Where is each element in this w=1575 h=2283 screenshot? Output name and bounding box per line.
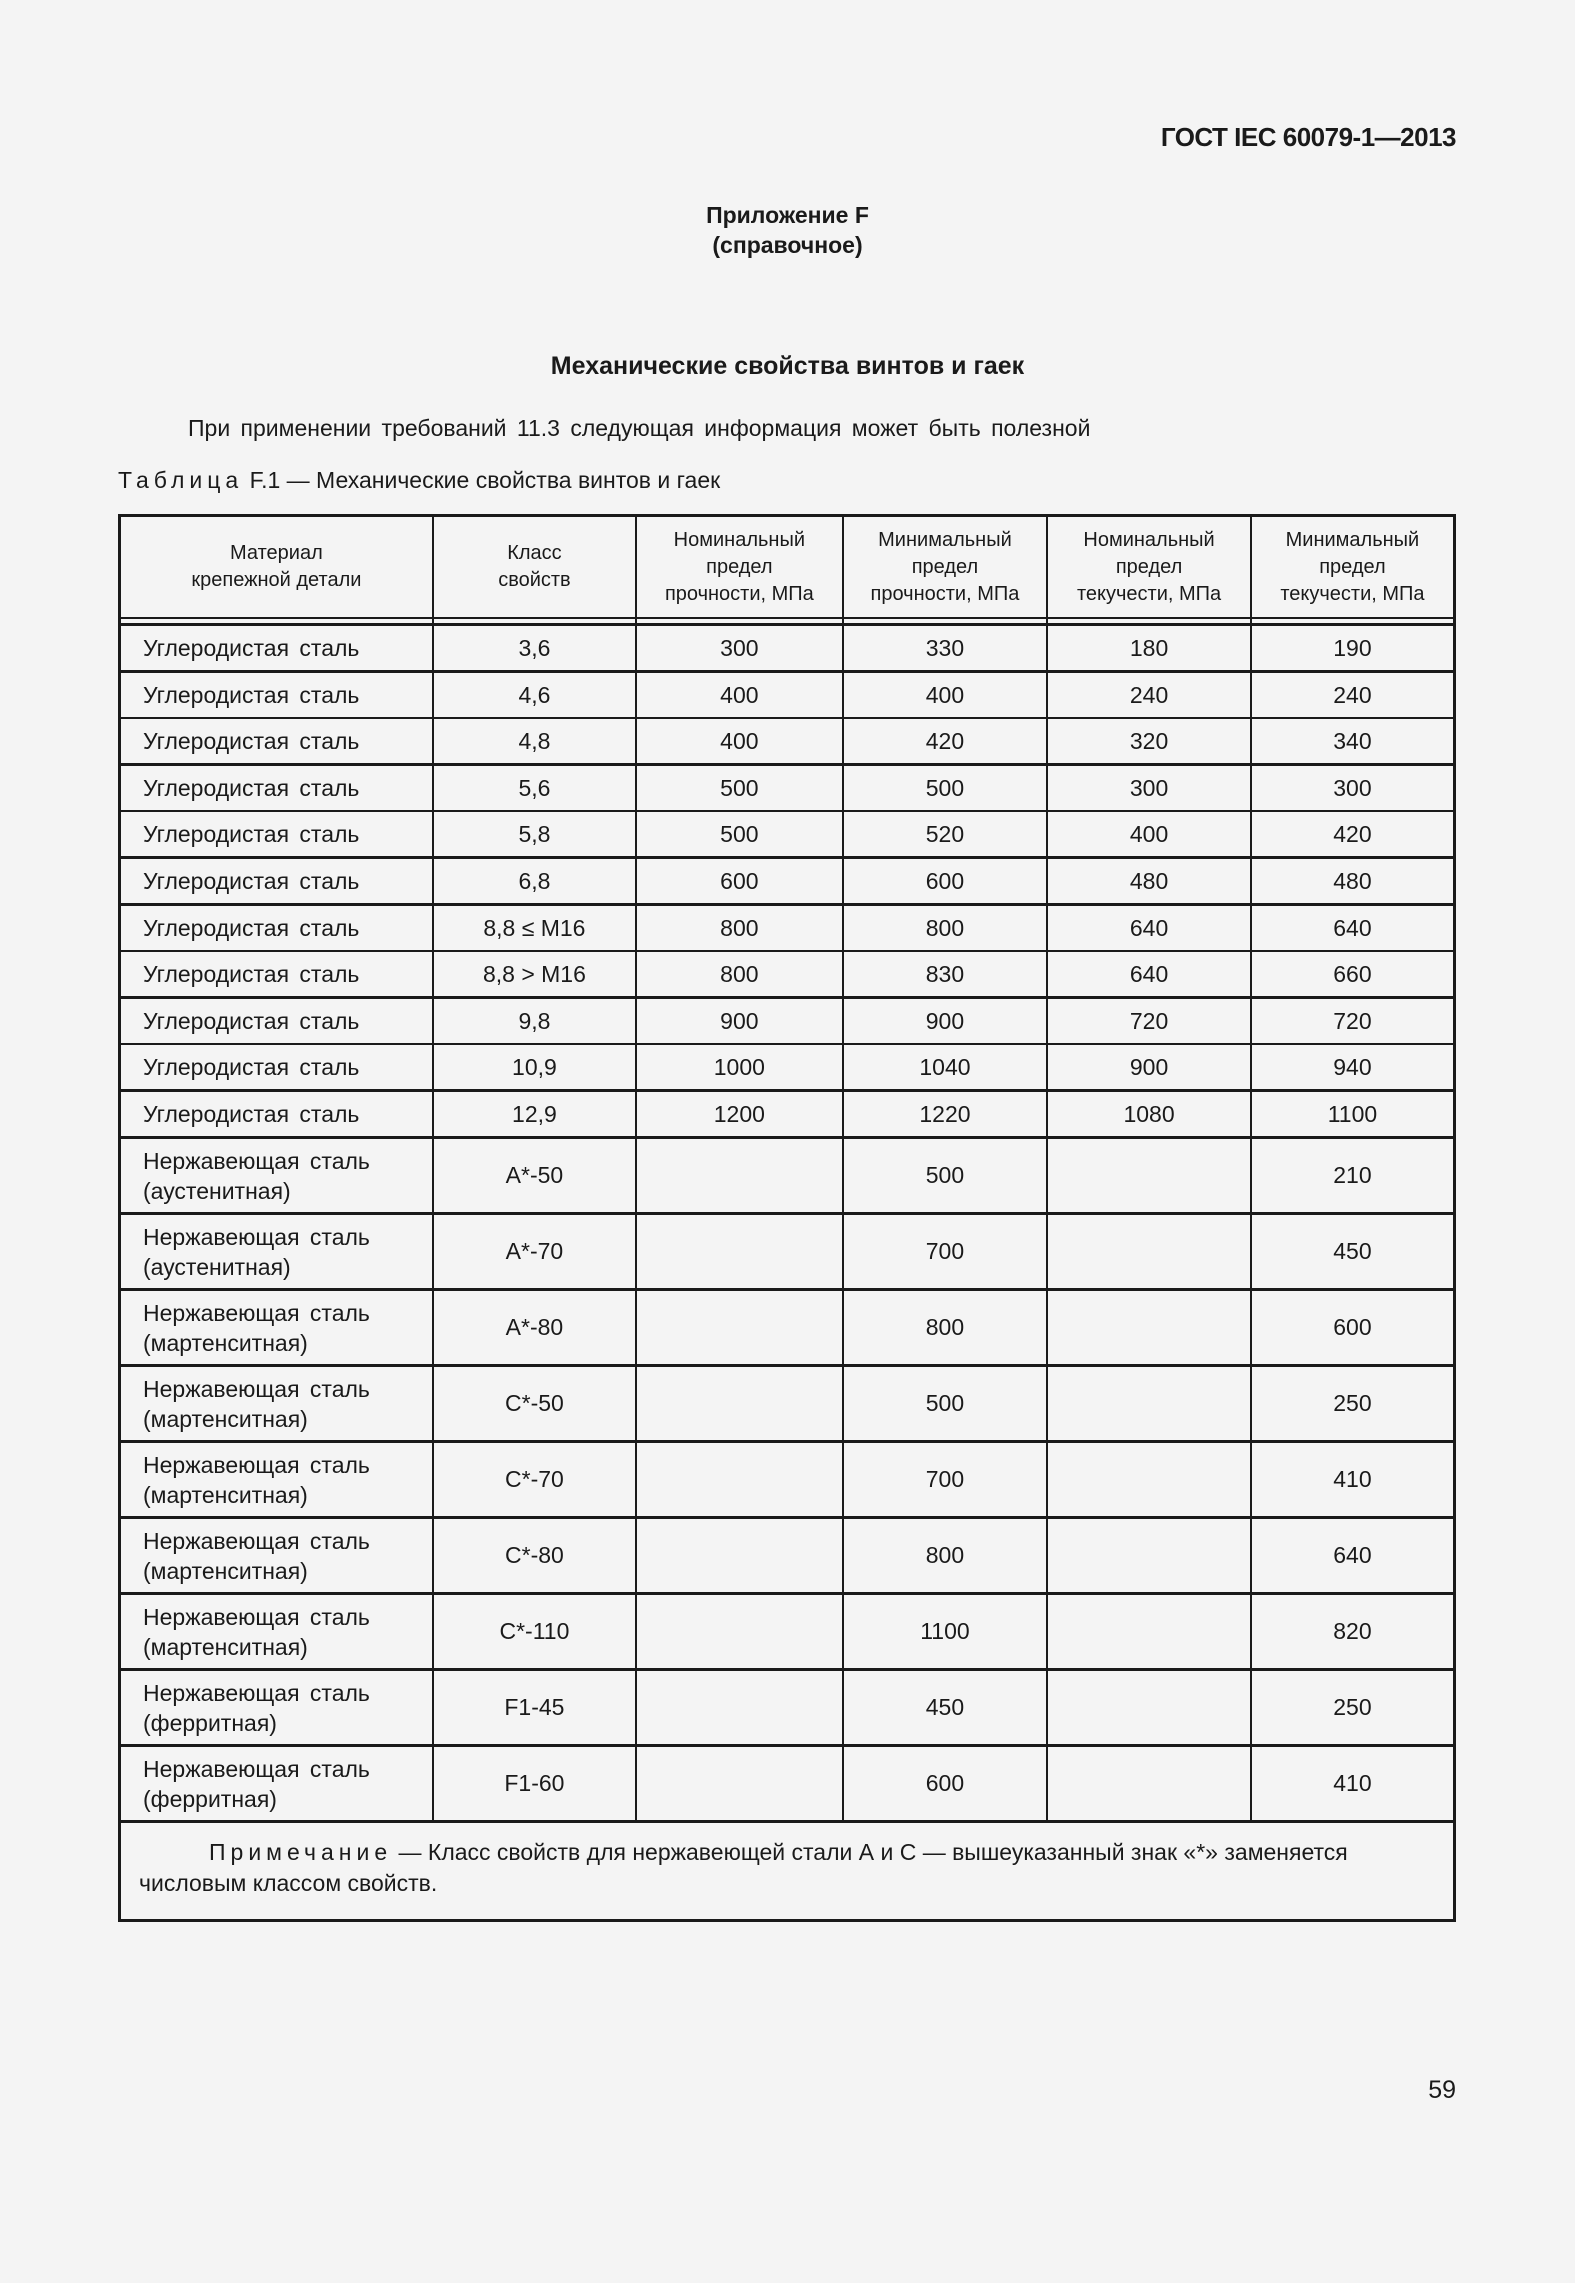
nom-tensile-cell	[636, 1138, 843, 1214]
nom-yield-cell	[1047, 1214, 1251, 1290]
material-type: (аустенитная)	[143, 1177, 291, 1204]
column-header	[120, 516, 433, 619]
material-cell	[120, 951, 433, 998]
nom-yield-cell: 400	[1047, 811, 1251, 858]
material-name: Углеродистая сталь	[143, 961, 360, 987]
table-body	[120, 625, 1455, 1822]
table-caption-text: F.1 — Механические свойства винтов и гаек	[249, 467, 721, 493]
class-cell: 12,9	[433, 1091, 636, 1138]
material-name: Нержавеющая сталь	[143, 1679, 370, 1706]
nom-tensile-cell	[636, 1214, 843, 1290]
properties-table	[118, 514, 1456, 1922]
material-name: Углеродистая сталь	[143, 915, 360, 941]
nom-tensile-cell: 600	[636, 858, 843, 905]
min-yield-cell: 420	[1251, 811, 1455, 858]
column-header-line: предел	[1319, 555, 1386, 578]
nom-yield-cell: 480	[1047, 858, 1251, 905]
nom-yield-cell	[1047, 1670, 1251, 1746]
min-tensile-cell: 500	[843, 1366, 1048, 1442]
class-cell: 8,8 ≤ M16	[433, 905, 636, 952]
min-tensile-cell: 420	[843, 718, 1048, 765]
class-cell: 10,9	[433, 1044, 636, 1091]
material-name: Нержавеющая сталь	[143, 1375, 370, 1402]
min-yield-cell: 940	[1251, 1044, 1455, 1091]
nom-yield-cell: 640	[1047, 905, 1251, 952]
column-header-line: крепежной детали	[191, 569, 362, 591]
nom-tensile-cell: 900	[636, 998, 843, 1045]
nom-yield-cell: 240	[1047, 672, 1251, 719]
table-header-row	[120, 516, 1455, 619]
table-caption-label: Таблица	[118, 467, 244, 493]
min-tensile-cell: 500	[843, 1138, 1048, 1214]
min-tensile-cell: 500	[843, 765, 1048, 812]
min-tensile-cell: 600	[843, 858, 1048, 905]
class-cell: C*-50	[433, 1366, 636, 1442]
table-row	[120, 1138, 1455, 1214]
min-yield-cell: 600	[1251, 1290, 1455, 1366]
min-yield-cell: 640	[1251, 905, 1455, 952]
material-name: Углеродистая сталь	[143, 868, 360, 894]
min-yield-cell: 820	[1251, 1594, 1455, 1670]
min-tensile-cell: 700	[843, 1442, 1048, 1518]
min-yield-cell: 640	[1251, 1518, 1455, 1594]
min-tensile-cell: 830	[843, 951, 1048, 998]
material-name: Нержавеющая сталь	[143, 1451, 370, 1478]
material-cell	[120, 858, 433, 905]
class-cell: F1-60	[433, 1746, 636, 1822]
material-cell	[120, 1442, 433, 1518]
material-cell	[120, 1214, 433, 1290]
class-cell: 3,6	[433, 625, 636, 672]
material-cell	[120, 1670, 433, 1746]
class-cell: C*-70	[433, 1442, 636, 1518]
table-row	[120, 1290, 1455, 1366]
min-yield-cell: 660	[1251, 951, 1455, 998]
material-cell	[120, 905, 433, 952]
min-yield-cell: 450	[1251, 1214, 1455, 1290]
table-row	[120, 1518, 1455, 1594]
material-name: Углеродистая сталь	[143, 728, 360, 754]
nom-yield-cell: 300	[1047, 765, 1251, 812]
section-title: Механические свойства винтов и гаек	[550, 352, 1025, 380]
class-cell: 5,8	[433, 811, 636, 858]
class-cell: 5,6	[433, 765, 636, 812]
material-type: (аустенитная)	[143, 1253, 291, 1280]
min-yield-cell: 340	[1251, 718, 1455, 765]
min-tensile-cell: 600	[843, 1746, 1048, 1822]
nom-yield-cell	[1047, 1518, 1251, 1594]
min-yield-cell: 410	[1251, 1442, 1455, 1518]
material-name: Углеродистая сталь	[143, 682, 360, 708]
intro-paragraph: При применении требований 11.3 следующая информация может быть полезной	[188, 415, 1091, 441]
material-name: Нержавеющая сталь	[143, 1147, 370, 1174]
material-cell	[120, 1746, 433, 1822]
nom-tensile-cell	[636, 1670, 843, 1746]
nom-tensile-cell	[636, 1290, 843, 1366]
column-header-line: Материал	[230, 542, 323, 564]
column-header-line: Минимальный	[878, 528, 1012, 551]
class-cell: C*-80	[433, 1518, 636, 1594]
nom-yield-cell	[1047, 1366, 1251, 1442]
column-header	[1251, 516, 1455, 619]
min-tensile-cell: 400	[843, 672, 1048, 719]
column-header	[433, 516, 636, 619]
nom-yield-cell: 640	[1047, 951, 1251, 998]
material-type: (мартенситная)	[143, 1633, 308, 1660]
material-name: Углеродистая сталь	[143, 1101, 360, 1127]
nom-yield-cell: 720	[1047, 998, 1251, 1045]
column-header	[843, 516, 1048, 619]
nom-tensile-cell: 800	[636, 905, 843, 952]
table-caption	[118, 467, 720, 494]
material-cell	[120, 1091, 433, 1138]
material-cell	[120, 1290, 433, 1366]
nom-tensile-cell: 300	[636, 625, 843, 672]
table-row	[120, 1214, 1455, 1290]
nom-tensile-cell	[636, 1442, 843, 1518]
nom-tensile-cell: 1000	[636, 1044, 843, 1091]
min-tensile-cell: 520	[843, 811, 1048, 858]
min-tensile-cell: 900	[843, 998, 1048, 1045]
material-type: (ферритная)	[143, 1785, 277, 1812]
material-name: Углеродистая сталь	[143, 1054, 360, 1080]
column-header-line: Класс	[507, 542, 562, 564]
table-note-row	[120, 1822, 1455, 1921]
table-note	[120, 1822, 1455, 1921]
column-header-line: предел	[1115, 555, 1183, 578]
column-header	[636, 516, 843, 619]
column-header-line: прочности, МПа	[870, 582, 1020, 605]
class-cell: A*-80	[433, 1290, 636, 1366]
nom-tensile-cell: 500	[636, 765, 843, 812]
min-tensile-cell: 1040	[843, 1044, 1048, 1091]
nom-tensile-cell: 400	[636, 672, 843, 719]
material-name: Углеродистая сталь	[143, 635, 360, 661]
table-row	[120, 1442, 1455, 1518]
nom-yield-cell	[1047, 1442, 1251, 1518]
annex-subtitle: (справочное)	[712, 232, 863, 258]
material-cell	[120, 1044, 433, 1091]
column-header-line: Минимальный	[1285, 528, 1420, 551]
material-name: Нержавеющая сталь	[143, 1603, 370, 1630]
material-name: Углеродистая сталь	[143, 775, 360, 801]
material-cell	[120, 811, 433, 858]
material-type: (мартенситная)	[143, 1557, 308, 1584]
document-id: ГОСТ IEC 60079-1—2013	[1160, 122, 1456, 152]
material-name: Углеродистая сталь	[143, 821, 360, 847]
class-cell: C*-110	[433, 1594, 636, 1670]
table-row	[120, 905, 1455, 952]
min-tensile-cell: 450	[843, 1670, 1048, 1746]
min-yield-cell: 300	[1251, 765, 1455, 812]
table-row	[120, 1366, 1455, 1442]
nom-yield-cell: 900	[1047, 1044, 1251, 1091]
table-row	[120, 951, 1455, 998]
table-row	[120, 858, 1455, 905]
table-row	[120, 1044, 1455, 1091]
material-cell	[120, 1366, 433, 1442]
class-cell: 6,8	[433, 858, 636, 905]
min-yield-cell: 480	[1251, 858, 1455, 905]
nom-yield-cell: 180	[1047, 625, 1251, 672]
nom-yield-cell	[1047, 1746, 1251, 1822]
material-cell	[120, 998, 433, 1045]
material-cell	[120, 672, 433, 719]
annex-title: Приложение F	[706, 202, 869, 228]
min-yield-cell: 210	[1251, 1138, 1455, 1214]
table-row	[120, 672, 1455, 719]
material-name: Нержавеющая сталь	[143, 1755, 370, 1782]
nom-tensile-cell	[636, 1366, 843, 1442]
annex-heading	[0, 200, 1575, 260]
table-row	[120, 1594, 1455, 1670]
class-cell: 4,8	[433, 718, 636, 765]
min-yield-cell: 240	[1251, 672, 1455, 719]
column-header-line: текучести, МПа	[1280, 582, 1425, 605]
nom-tensile-cell	[636, 1746, 843, 1822]
material-name: Нержавеющая сталь	[143, 1299, 370, 1326]
material-cell	[120, 1594, 433, 1670]
material-cell	[120, 625, 433, 672]
min-tensile-cell: 800	[843, 1290, 1048, 1366]
nom-tensile-cell: 500	[636, 811, 843, 858]
min-tensile-cell: 800	[843, 905, 1048, 952]
min-yield-cell: 250	[1251, 1366, 1455, 1442]
page-number: 59	[1428, 2076, 1456, 2104]
nom-yield-cell	[1047, 1290, 1251, 1366]
material-type: (мартенситная)	[143, 1481, 308, 1508]
material-type: (мартенситная)	[143, 1405, 308, 1432]
material-cell	[120, 765, 433, 812]
class-cell: A*-70	[433, 1214, 636, 1290]
table-row	[120, 718, 1455, 765]
nom-yield-cell: 1080	[1047, 1091, 1251, 1138]
material-cell	[120, 1138, 433, 1214]
class-cell: F1-45	[433, 1670, 636, 1746]
table-row	[120, 811, 1455, 858]
material-name: Углеродистая сталь	[143, 1008, 360, 1034]
table-row	[120, 625, 1455, 672]
material-type: (ферритная)	[143, 1709, 277, 1736]
nom-yield-cell: 320	[1047, 718, 1251, 765]
min-yield-cell: 190	[1251, 625, 1455, 672]
min-tensile-cell: 330	[843, 625, 1048, 672]
min-tensile-cell: 1100	[843, 1594, 1048, 1670]
nom-tensile-cell: 1200	[636, 1091, 843, 1138]
min-yield-cell: 410	[1251, 1746, 1455, 1822]
note-label: Примечание	[209, 1839, 393, 1865]
column-header-line: предел	[706, 555, 773, 578]
material-type: (мартенситная)	[143, 1329, 308, 1356]
nom-tensile-cell	[636, 1518, 843, 1594]
class-cell: A*-50	[433, 1138, 636, 1214]
min-yield-cell: 1100	[1251, 1091, 1455, 1138]
min-tensile-cell: 700	[843, 1214, 1048, 1290]
material-name: Нержавеющая сталь	[143, 1527, 370, 1554]
nom-tensile-cell	[636, 1594, 843, 1670]
column-header-line: свойств	[498, 569, 571, 591]
column-header	[1047, 516, 1251, 619]
table-row	[120, 765, 1455, 812]
nom-yield-cell	[1047, 1138, 1251, 1214]
column-header-line: прочности, МПа	[664, 582, 814, 605]
table-row	[120, 998, 1455, 1045]
table-row	[120, 1746, 1455, 1822]
min-tensile-cell: 1220	[843, 1091, 1048, 1138]
column-header-line: Номинальный	[673, 528, 806, 551]
nom-tensile-cell: 800	[636, 951, 843, 998]
column-header-line: текучести, МПа	[1076, 582, 1222, 605]
min-tensile-cell: 800	[843, 1518, 1048, 1594]
table-row	[120, 1670, 1455, 1746]
min-yield-cell: 720	[1251, 998, 1455, 1045]
material-cell	[120, 718, 433, 765]
column-header-line: Номинальный	[1083, 528, 1215, 551]
nom-yield-cell	[1047, 1594, 1251, 1670]
table-row	[120, 1091, 1455, 1138]
class-cell: 9,8	[433, 998, 636, 1045]
column-header-line: предел	[911, 555, 979, 578]
material-name: Нержавеющая сталь	[143, 1223, 370, 1250]
note-text: — Класс свойств для нержавеющей стали А и С — вышеуказанный знак «*» заменяется числовым классом свойств.	[139, 1839, 1348, 1896]
class-cell: 8,8 > M16	[433, 951, 636, 998]
min-yield-cell: 250	[1251, 1670, 1455, 1746]
material-cell	[120, 1518, 433, 1594]
class-cell: 4,6	[433, 672, 636, 719]
nom-tensile-cell: 400	[636, 718, 843, 765]
